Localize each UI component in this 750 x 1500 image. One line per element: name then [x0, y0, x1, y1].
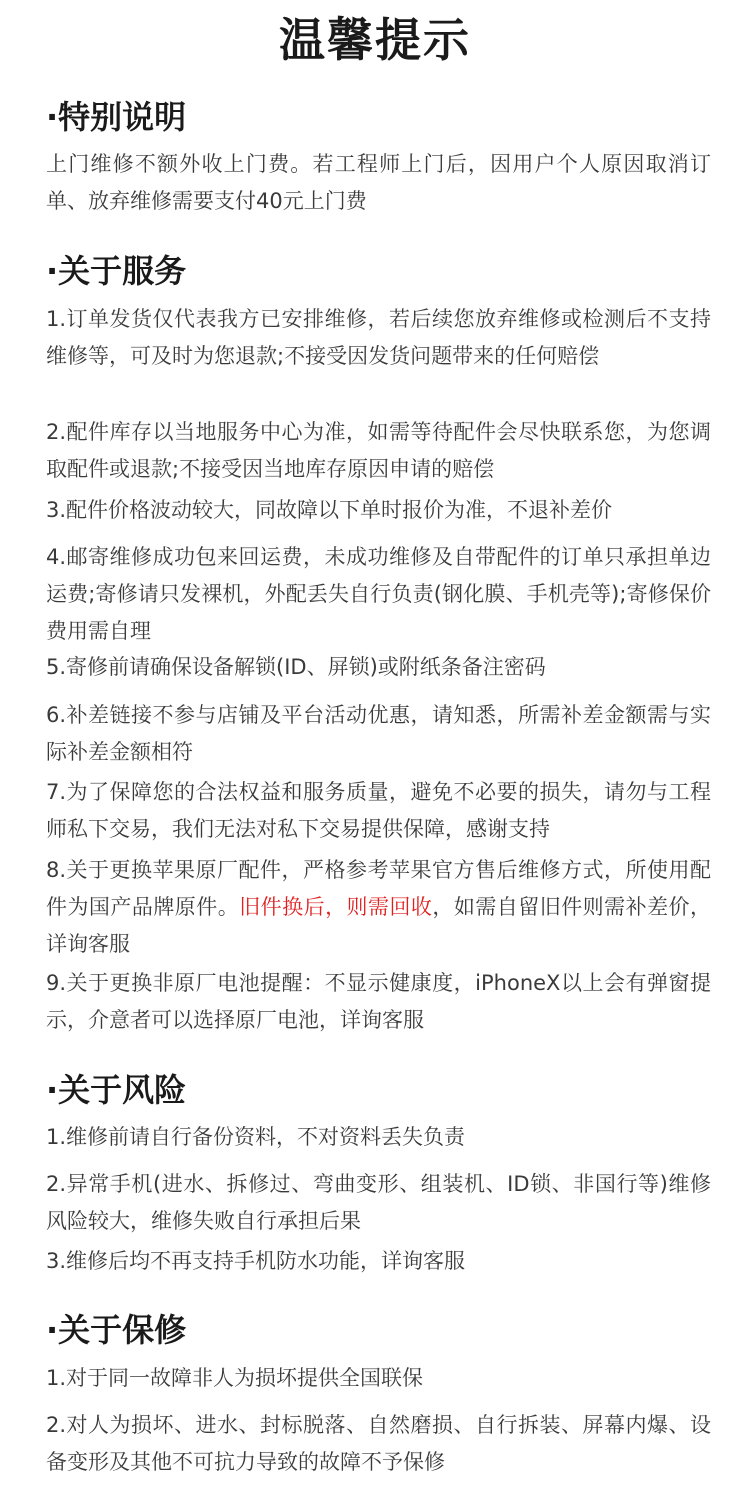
service-item-9: 9.关于更换非原厂电池提醒：不显示健康度，iPhoneX以上会有弹窗提示，介意者可以选择原厂电池，详询客服 [46, 971, 711, 1032]
service-item-8-highlight: 旧件换后，则需回收 [239, 895, 433, 919]
risk-item-3: 3.维修后均不再支持手机防水功能，详询客服 [46, 1249, 466, 1273]
service-item-6: 6.补差链接不参与店铺及平台活动优惠，请知悉，所需补差金额需与实际补差金额相符 [46, 703, 711, 764]
service-item-8-text-before: 8.关于更换苹果原厂配件，严格参考苹果官方售后维修方式，所使用配件为国产品牌原件。 [46, 858, 711, 919]
warranty-item-1: 1.对于同一故障非人为损坏提供全国联保 [46, 1366, 424, 1390]
service-item-7: 7.为了保障您的合法权益和服务质量，避免不必要的损失，请勿与工程师私下交易，我们无法对私下交易提供保障，感谢支持 [46, 780, 711, 841]
section-heading-service: ·关于服务 [46, 252, 187, 290]
service-item-4: 4.邮寄维修成功包来回运费，未成功维修及自带配件的订单只承担单边运费;寄修请只发裸机，外配丢失自行负责(钢化膜、手机壳等);寄修保价费用需自理 [46, 545, 711, 643]
warranty-item-2: 2.对人为损坏、进水、封标脱落、自然磨损、自行拆装、屏幕内爆、设备变形及其他不可抗力导致的故障不予保修 [46, 1413, 711, 1474]
section-heading-risk: ·关于风险 [46, 1071, 187, 1109]
section-heading-warranty: ·关于保修 [46, 1311, 187, 1349]
service-item-5: 5.寄修前请确保设备解锁(ID、屏锁)或附纸条备注密码 [46, 655, 546, 679]
page-title: 温馨提示 [279, 13, 471, 67]
service-item-3: 3.配件价格波动较大，同故障以下单时报价为准，不退补差价 [46, 498, 613, 522]
service-item-1: 1.订单发货仅代表我方已安排维修，若后续您放弃维修或检测后不支持维修等，可及时为您退款;不接受因发货问题带来的任何赔偿 [46, 307, 711, 368]
special-note-text: 上门维修不额外收上门费。若工程师上门后，因用户个人原因取消订单、放弃维修需要支付40元上门费 [46, 152, 711, 213]
risk-item-1: 1.维修前请自行备份资料，不对资料丢失负责 [46, 1125, 466, 1149]
service-item-8-text-after: ，如需自留旧件则需补差价，详询客服 [46, 895, 712, 956]
section-heading-special-note: ·特别说明 [46, 98, 187, 136]
service-item-2: 2.配件库存以当地服务中心为准，如需等待配件会尽快联系您，为您调取配件或退款;不接受因当地库存原因申请的赔偿 [46, 420, 711, 481]
risk-item-2: 2.异常手机(进水、拆修过、弯曲变形、组装机、ID锁、非国行等)维修风险较大，维修失败自行承担后果 [46, 1172, 711, 1233]
service-item-8 [46, 852, 711, 963]
